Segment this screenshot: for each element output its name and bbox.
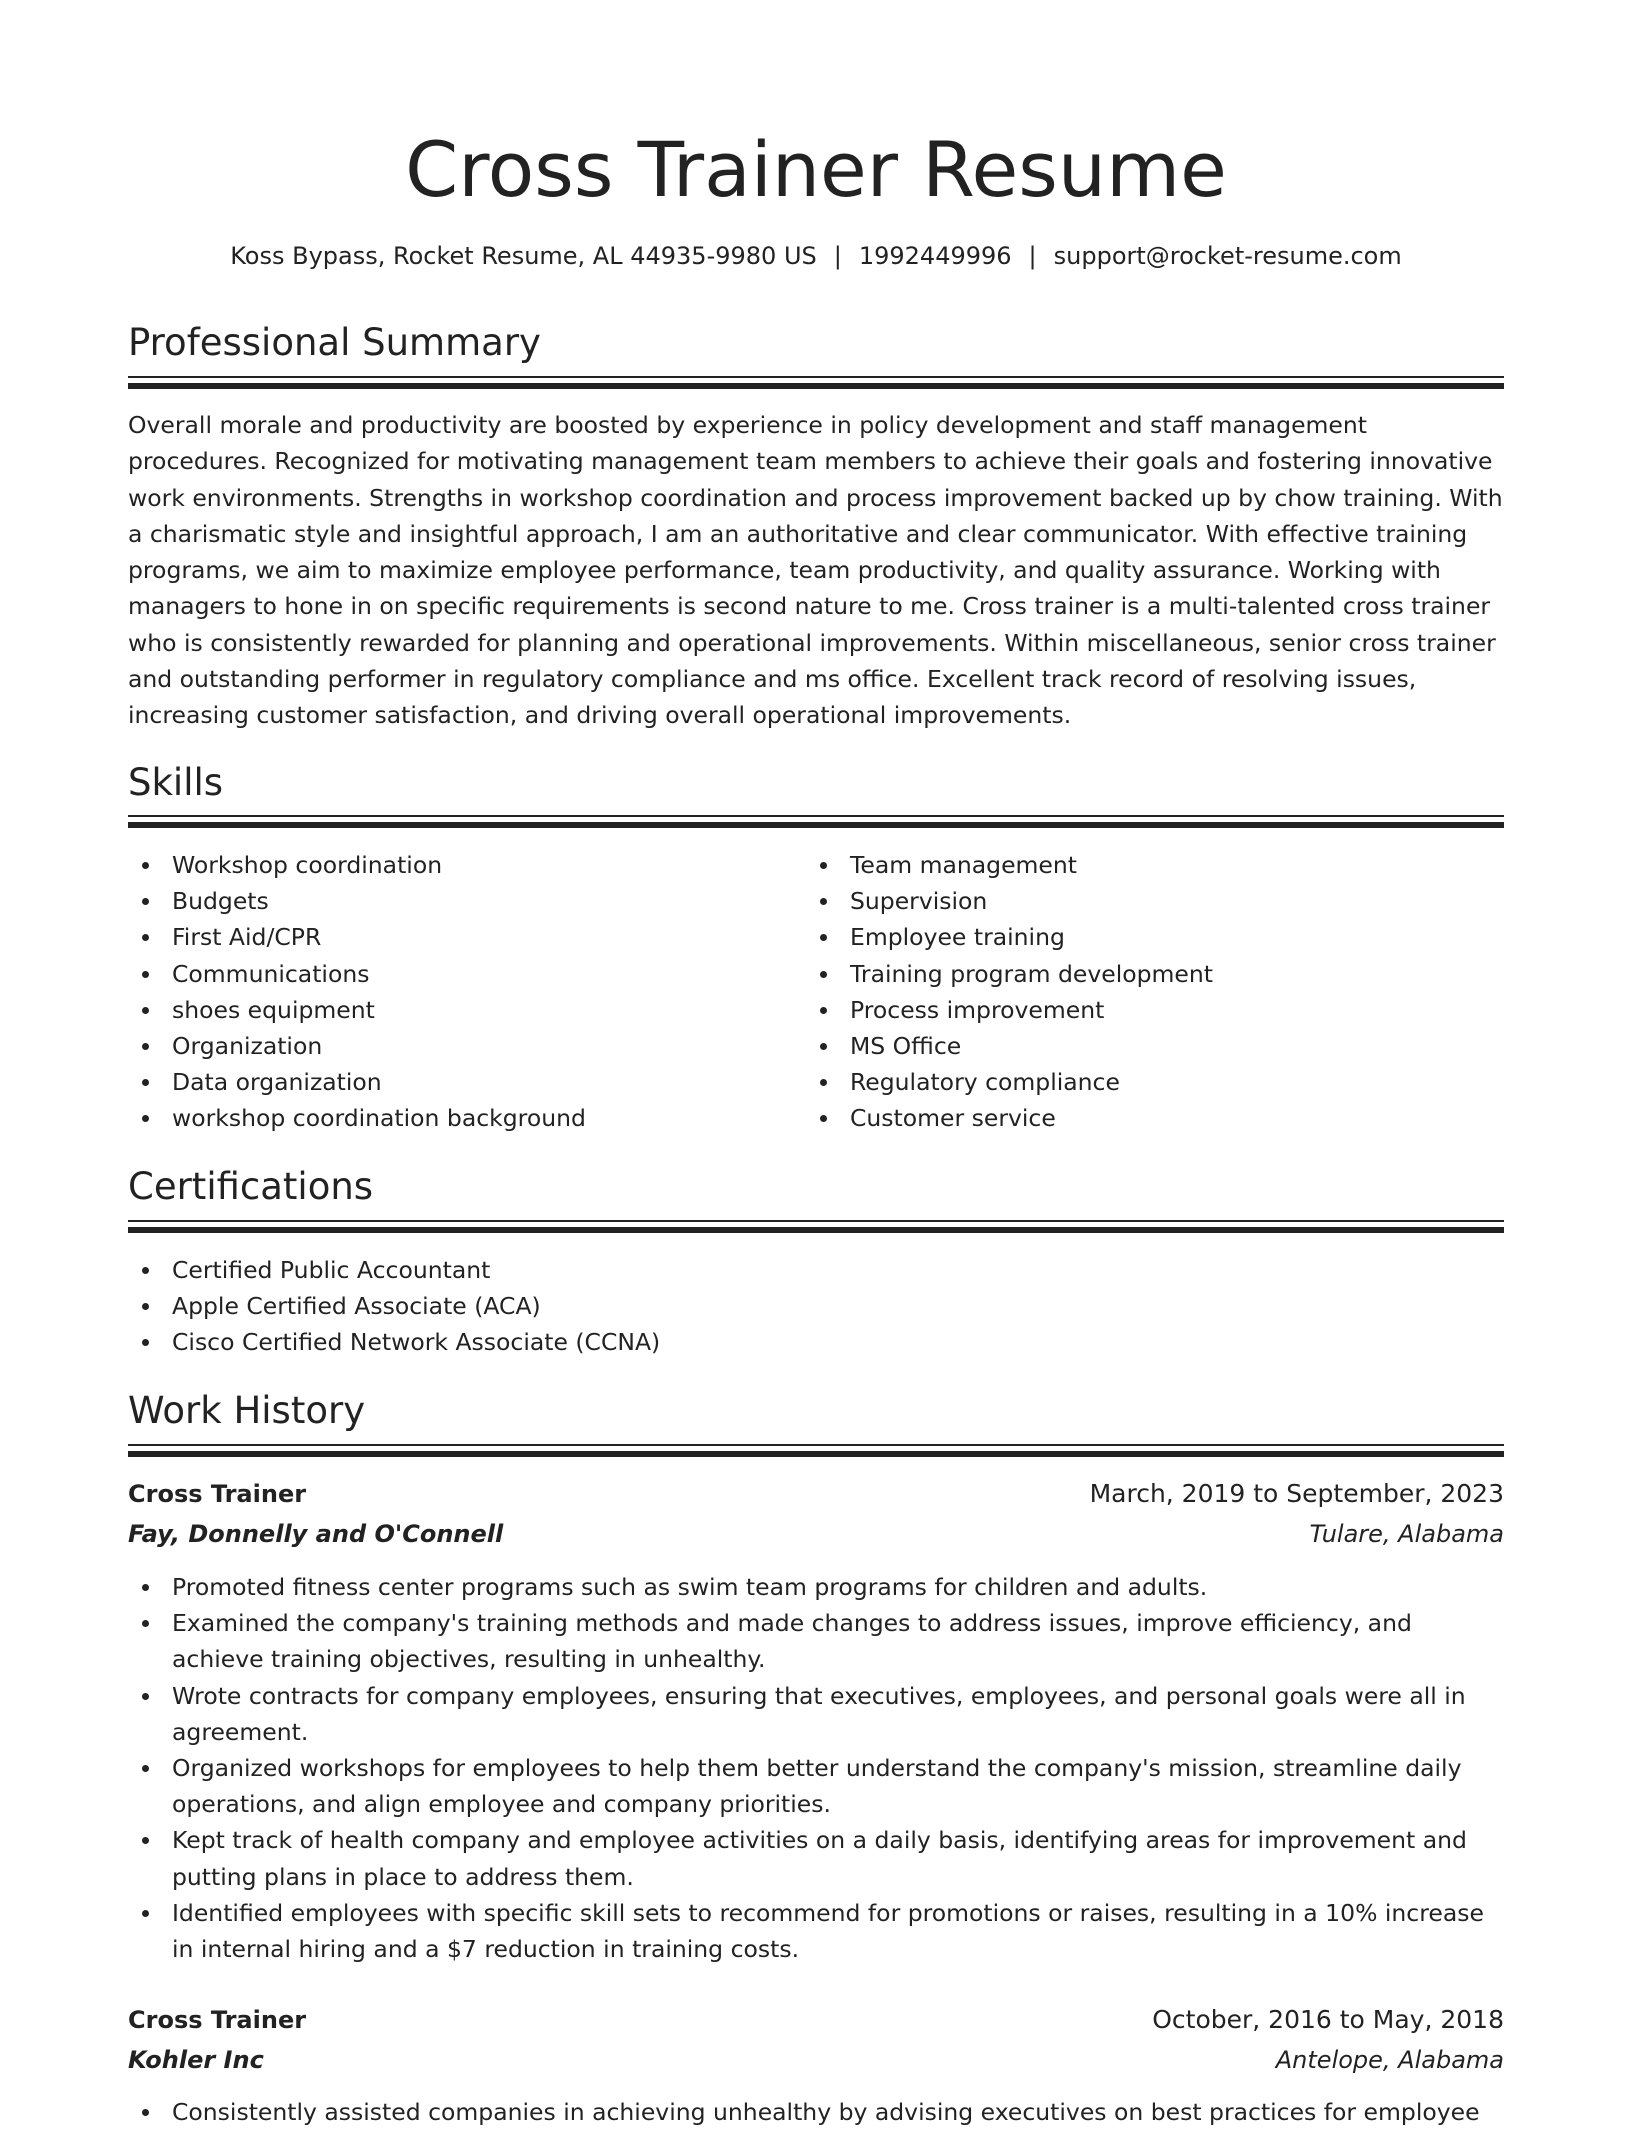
job-bullet: Consistently assisted companies in achieving unhealthy by advising executives on best practices for employee [128,2094,1504,2130]
job-subheader-row [128,1514,1504,1554]
contact-phone: 1992449996 [858,242,1012,270]
job-company: Fay, Donnelly and O'Connell [128,1520,504,1548]
skill-item: Organization [128,1028,788,1064]
section-divider [128,1220,1504,1233]
job-bullet: Identified employees with specific skill sets to recommend for promotions or raises, resulting in a 10% increase in internal hiring and a $7 reduction in training costs. [128,1895,1504,1967]
job-bullet: Kept track of health company and employee activities on a daily basis, identifying areas for improvement and putting plans in place to address them. [128,1822,1504,1894]
certifications-list [128,1252,1504,1361]
job-header-row [128,1474,1504,1514]
section-divider [128,1444,1504,1457]
job-bullet: Examined the company's training methods and made changes to address issues, improve efficiency, and achieve training objectives, resulting in unhealthy. [128,1605,1504,1677]
skill-item: Regulatory compliance [806,1064,1504,1100]
contact-address: Koss Bypass, Rocket Resume, AL 44935-9980 US [230,242,817,270]
job-dates: March, 2019 to September, 2023 [1089,1479,1504,1508]
skill-item: Budgets [128,883,788,919]
contact-line [128,238,1504,274]
job-bullet: Organized workshops for employees to help them better understand the company's mission, streamline daily operations, and align employee and company priorities. [128,1750,1504,1822]
skill-item: Process improvement [806,992,1504,1028]
job-dates: October, 2016 to May, 2018 [1152,2005,1504,2034]
contact-separator: | [833,242,842,270]
section-divider [128,815,1504,828]
skills-list-left [128,847,788,1137]
job-company: Kohler Inc [128,2046,264,2074]
contact-separator: | [1028,242,1037,270]
section-title-summary: Professional Summary [128,321,541,364]
certification-item: Cisco Certified Network Associate (CCNA) [128,1324,1504,1360]
job-entry [128,1474,1504,1554]
skills-list-right [806,847,1504,1137]
skill-item: Communications [128,956,788,992]
job-bullet: Wrote contracts for company employees, ensuring that executives, employees, and personal goals were all in agreement. [128,1678,1504,1750]
resume-title: Cross Trainer Resume [405,125,1227,214]
certification-item: Certified Public Accountant [128,1252,1504,1288]
section-title-skills: Skills [128,761,224,804]
section-title-certifications: Certifications [128,1165,374,1208]
job-entry [128,2000,1504,2080]
job-location: Antelope, Alabama [1275,2046,1504,2074]
job-header-row [128,2000,1504,2040]
job-subheader-row [128,2040,1504,2080]
certification-item: Apple Certified Associate (ACA) [128,1288,1504,1324]
skill-item: First Aid/CPR [128,919,788,955]
skill-item: Workshop coordination [128,847,788,883]
job-title: Cross Trainer [128,1480,307,1508]
skill-item: shoes equipment [128,992,788,1028]
skill-item: Data organization [128,1064,788,1100]
job-bullets [128,1569,1504,1967]
job-bullet: Promoted fitness center programs such as swim team programs for children and adults. [128,1569,1504,1605]
job-title: Cross Trainer [128,2006,307,2034]
skill-item: Employee training [806,919,1504,955]
section-title-work-history: Work History [128,1389,366,1432]
skill-item: Team management [806,847,1504,883]
skill-item: workshop coordination background [128,1100,788,1136]
skill-item: Supervision [806,883,1504,919]
job-bullets [128,2094,1504,2130]
skill-item: MS Office [806,1028,1504,1064]
skill-item: Customer service [806,1100,1504,1136]
job-location: Tulare, Alabama [1309,1520,1504,1548]
summary-text: Overall morale and productivity are boosted by experience in policy development and staff management procedures. Recognized for motivating management team members to achieve their goals and fostering innovative work environments. Strengths in workshop coordination and process improvement backed up by chow training. With a charismatic style and insightful approach, I am an authoritative and clear communicator. With effective training programs, we aim to maximize employee performance, team productivity, and quality assurance. Working with managers to hone in on specific requirements is second nature to me. Cross trainer is a multi-talented cross trainer who is consistently rewarded for planning and operational improvements. Within miscellaneous, senior cross trainer and outstanding performer in regulatory compliance and ms office. Excellent track record of resolving issues, increasing customer satisfaction, and driving overall operational improvements. [128,411,1503,730]
section-divider [128,376,1504,389]
skill-item: Training program development [806,956,1504,992]
contact-email: support@rocket-resume.com [1053,242,1402,270]
